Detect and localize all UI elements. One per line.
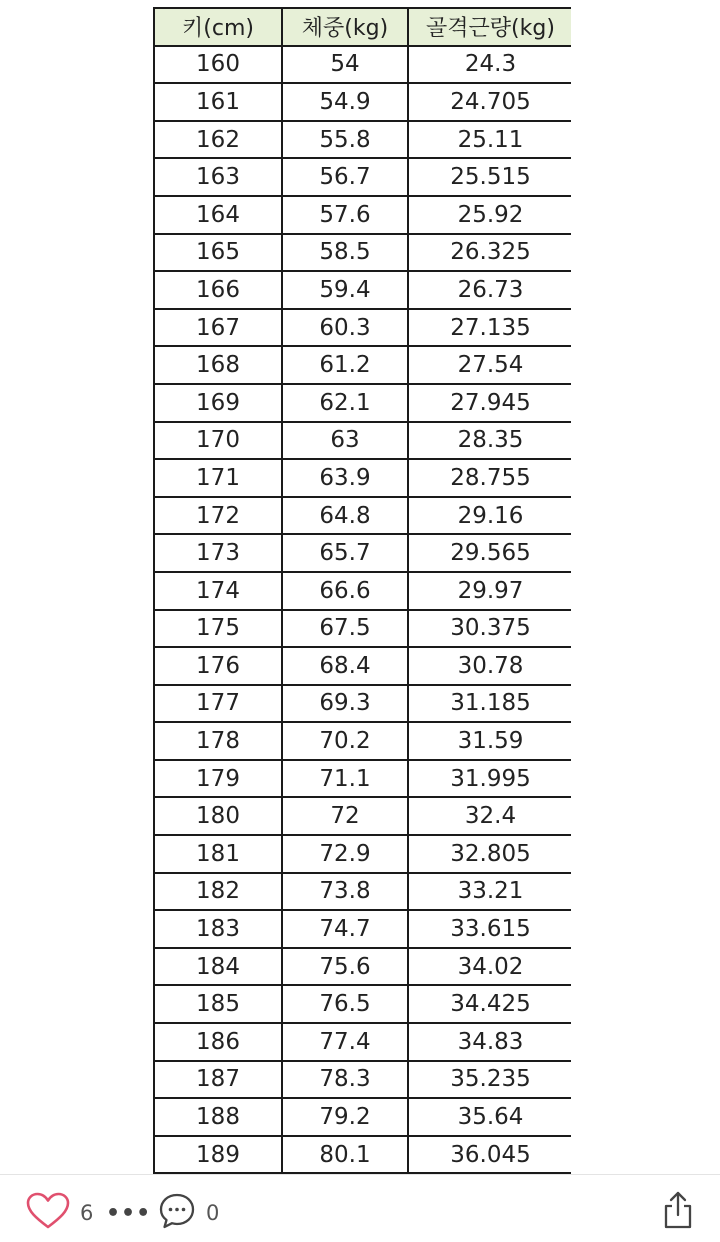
cell-weight: 65.7 bbox=[282, 534, 408, 572]
cell-muscle-mass: 36.045 bbox=[408, 1136, 571, 1174]
cell-weight: 63 bbox=[282, 422, 408, 460]
cell-weight: 75.6 bbox=[282, 948, 408, 986]
cell-height: 180 bbox=[154, 797, 282, 835]
table-row bbox=[154, 1023, 571, 1061]
table-row bbox=[154, 1098, 571, 1136]
cell-muscle-mass: 28.35 bbox=[408, 422, 571, 460]
table-row bbox=[154, 121, 571, 159]
cell-muscle-mass: 32.805 bbox=[408, 835, 571, 873]
cell-weight: 69.3 bbox=[282, 685, 408, 723]
table-row bbox=[154, 497, 571, 535]
cell-height: 184 bbox=[154, 948, 282, 986]
cell-muscle-mass: 35.235 bbox=[408, 1061, 571, 1099]
table-body bbox=[154, 46, 571, 1174]
table-row bbox=[154, 534, 571, 572]
cell-height: 165 bbox=[154, 234, 282, 272]
cell-weight: 58.5 bbox=[282, 234, 408, 272]
cell-muscle-mass: 31.995 bbox=[408, 760, 571, 798]
post-action-bar bbox=[0, 1175, 720, 1242]
cell-weight: 71.1 bbox=[282, 760, 408, 798]
table-row bbox=[154, 647, 571, 685]
cell-muscle-mass: 25.515 bbox=[408, 158, 571, 196]
cell-weight: 62.1 bbox=[282, 384, 408, 422]
comment-button[interactable] bbox=[158, 1193, 219, 1233]
cell-muscle-mass: 34.83 bbox=[408, 1023, 571, 1061]
cell-height: 189 bbox=[154, 1136, 282, 1174]
height-weight-muscle-table bbox=[153, 7, 571, 1174]
more-dots-icon: ••• bbox=[106, 1200, 152, 1226]
cell-weight: 64.8 bbox=[282, 497, 408, 535]
cell-muscle-mass: 27.135 bbox=[408, 309, 571, 347]
table-row bbox=[154, 910, 571, 948]
table-row bbox=[154, 196, 571, 234]
cell-muscle-mass: 31.185 bbox=[408, 685, 571, 723]
cell-weight: 70.2 bbox=[282, 722, 408, 760]
header-height: 키(cm) bbox=[154, 8, 282, 46]
table-row bbox=[154, 722, 571, 760]
cell-height: 160 bbox=[154, 46, 282, 84]
cell-weight: 55.8 bbox=[282, 121, 408, 159]
table-row bbox=[154, 234, 571, 272]
cell-weight: 72.9 bbox=[282, 835, 408, 873]
table-row bbox=[154, 685, 571, 723]
cell-weight: 60.3 bbox=[282, 309, 408, 347]
like-button[interactable] bbox=[26, 1193, 93, 1233]
cell-weight: 57.6 bbox=[282, 196, 408, 234]
cell-height: 181 bbox=[154, 835, 282, 873]
cell-weight: 56.7 bbox=[282, 158, 408, 196]
table-row bbox=[154, 459, 571, 497]
cell-muscle-mass: 28.755 bbox=[408, 459, 571, 497]
cell-height: 186 bbox=[154, 1023, 282, 1061]
table-row bbox=[154, 948, 571, 986]
cell-height: 167 bbox=[154, 309, 282, 347]
table-row bbox=[154, 1061, 571, 1099]
table-row bbox=[154, 985, 571, 1023]
table-row bbox=[154, 835, 571, 873]
header-muscle-mass: 골격근량(kg) bbox=[408, 8, 571, 46]
data-table-image bbox=[153, 7, 571, 1174]
cell-muscle-mass: 24.705 bbox=[408, 83, 571, 121]
table-row bbox=[154, 158, 571, 196]
cell-muscle-mass: 29.16 bbox=[408, 497, 571, 535]
cell-muscle-mass: 26.73 bbox=[408, 271, 571, 309]
table-row bbox=[154, 309, 571, 347]
cell-height: 187 bbox=[154, 1061, 282, 1099]
cell-height: 183 bbox=[154, 910, 282, 948]
cell-height: 170 bbox=[154, 422, 282, 460]
cell-weight: 67.5 bbox=[282, 610, 408, 648]
cell-height: 182 bbox=[154, 873, 282, 911]
cell-height: 164 bbox=[154, 196, 282, 234]
cell-height: 188 bbox=[154, 1098, 282, 1136]
cell-muscle-mass: 24.3 bbox=[408, 46, 571, 84]
cell-muscle-mass: 34.425 bbox=[408, 985, 571, 1023]
cell-weight: 66.6 bbox=[282, 572, 408, 610]
cell-muscle-mass: 25.92 bbox=[408, 196, 571, 234]
speech-bubble-icon bbox=[158, 1192, 196, 1234]
table-row bbox=[154, 384, 571, 422]
cell-weight: 61.2 bbox=[282, 346, 408, 384]
cell-height: 177 bbox=[154, 685, 282, 723]
cell-weight: 54 bbox=[282, 46, 408, 84]
cell-muscle-mass: 33.615 bbox=[408, 910, 571, 948]
cell-muscle-mass: 34.02 bbox=[408, 948, 571, 986]
cell-height: 173 bbox=[154, 534, 282, 572]
cell-muscle-mass: 29.565 bbox=[408, 534, 571, 572]
table-row bbox=[154, 760, 571, 798]
cell-weight: 73.8 bbox=[282, 873, 408, 911]
cell-muscle-mass: 25.11 bbox=[408, 121, 571, 159]
table-row bbox=[154, 46, 571, 84]
cell-height: 171 bbox=[154, 459, 282, 497]
table-row bbox=[154, 271, 571, 309]
table-row bbox=[154, 610, 571, 648]
header-weight: 체중(kg) bbox=[282, 8, 408, 46]
cell-muscle-mass: 35.64 bbox=[408, 1098, 571, 1136]
cell-muscle-mass: 30.78 bbox=[408, 647, 571, 685]
table-row bbox=[154, 873, 571, 911]
share-upload-icon bbox=[661, 1190, 695, 1234]
cell-height: 168 bbox=[154, 346, 282, 384]
like-count: 6 bbox=[80, 1201, 94, 1225]
heart-outline-icon bbox=[26, 1192, 70, 1234]
cell-weight: 54.9 bbox=[282, 83, 408, 121]
cell-height: 176 bbox=[154, 647, 282, 685]
table-row bbox=[154, 797, 571, 835]
cell-height: 163 bbox=[154, 158, 282, 196]
cell-muscle-mass: 27.945 bbox=[408, 384, 571, 422]
cell-weight: 59.4 bbox=[282, 271, 408, 309]
cell-weight: 79.2 bbox=[282, 1098, 408, 1136]
cell-height: 166 bbox=[154, 271, 282, 309]
cell-muscle-mass: 32.4 bbox=[408, 797, 571, 835]
share-button[interactable] bbox=[661, 1191, 695, 1233]
cell-muscle-mass: 29.97 bbox=[408, 572, 571, 610]
more-options-button[interactable] bbox=[106, 1193, 151, 1233]
cell-height: 172 bbox=[154, 497, 282, 535]
table-row bbox=[154, 346, 571, 384]
cell-muscle-mass: 27.54 bbox=[408, 346, 571, 384]
table-header-row bbox=[154, 8, 571, 46]
cell-weight: 74.7 bbox=[282, 910, 408, 948]
cell-weight: 68.4 bbox=[282, 647, 408, 685]
cell-muscle-mass: 26.325 bbox=[408, 234, 571, 272]
cell-weight: 63.9 bbox=[282, 459, 408, 497]
cell-height: 162 bbox=[154, 121, 282, 159]
cell-muscle-mass: 33.21 bbox=[408, 873, 571, 911]
cell-height: 178 bbox=[154, 722, 282, 760]
table-row bbox=[154, 83, 571, 121]
cell-height: 175 bbox=[154, 610, 282, 648]
cell-height: 174 bbox=[154, 572, 282, 610]
cell-height: 185 bbox=[154, 985, 282, 1023]
cell-weight: 72 bbox=[282, 797, 408, 835]
cell-height: 169 bbox=[154, 384, 282, 422]
cell-weight: 80.1 bbox=[282, 1136, 408, 1174]
cell-muscle-mass: 31.59 bbox=[408, 722, 571, 760]
table-row bbox=[154, 1136, 571, 1174]
cell-weight: 77.4 bbox=[282, 1023, 408, 1061]
cell-muscle-mass: 30.375 bbox=[408, 610, 571, 648]
comment-count: 0 bbox=[206, 1201, 220, 1225]
cell-height: 179 bbox=[154, 760, 282, 798]
table-row bbox=[154, 422, 571, 460]
table-row bbox=[154, 572, 571, 610]
cell-weight: 76.5 bbox=[282, 985, 408, 1023]
cell-height: 161 bbox=[154, 83, 282, 121]
cell-weight: 78.3 bbox=[282, 1061, 408, 1099]
